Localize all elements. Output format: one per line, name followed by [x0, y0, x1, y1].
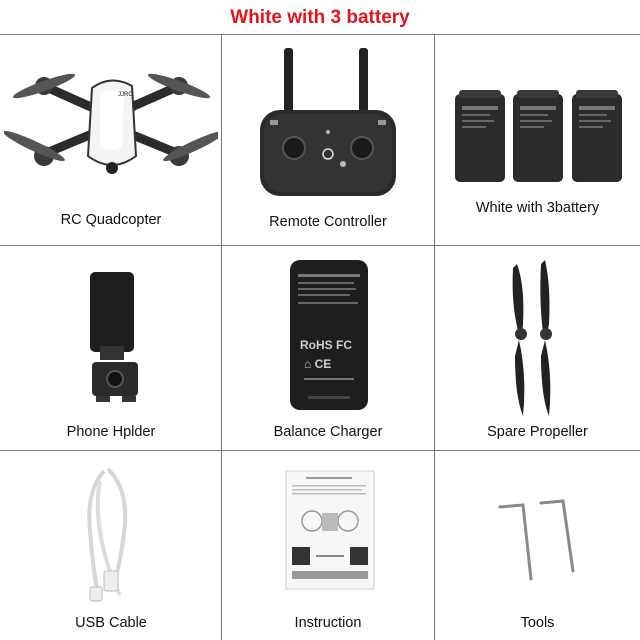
svg-text:JJRC: JJRC	[118, 92, 133, 98]
item-label: RC Quadcopter	[60, 212, 162, 228]
item-label: USB Cable	[75, 615, 147, 631]
item-cell-instruction	[222, 451, 434, 640]
item-label: White with 3battery	[475, 200, 600, 216]
item-cell-charger	[222, 246, 434, 450]
item-label: Phone Hplder	[66, 424, 156, 440]
drone-icon	[4, 36, 218, 206]
item-label: Balance Charger	[273, 424, 383, 440]
propeller-icon	[435, 246, 640, 421]
item-label: Instruction	[294, 615, 362, 631]
item-cell-phone-holder	[4, 246, 218, 450]
item-label: Remote Controller	[269, 214, 387, 230]
battery-icon	[435, 36, 640, 206]
item-cell-propeller	[435, 246, 640, 450]
svg-text:RoHS FC: RoHS FC	[300, 338, 352, 352]
hex-key-icon	[435, 451, 640, 611]
item-cell-tools	[435, 451, 640, 640]
remote-controller-icon	[222, 36, 434, 206]
item-cell-usb-cable	[4, 451, 218, 640]
item-cell-battery	[435, 36, 640, 245]
charger-icon	[222, 246, 434, 421]
instruction-manual-icon	[222, 451, 434, 611]
svg-text:⌂ CE: ⌂ CE	[304, 357, 332, 371]
item-label: Tools	[520, 615, 555, 631]
item-cell-drone	[4, 36, 218, 245]
item-label: Spare Propeller	[487, 424, 588, 440]
usb-cable-icon	[4, 451, 218, 611]
grid-line-top	[0, 34, 640, 35]
phone-holder-icon	[4, 246, 218, 421]
page-title: White with 3 battery	[230, 7, 410, 28]
item-cell-remote	[222, 36, 434, 245]
